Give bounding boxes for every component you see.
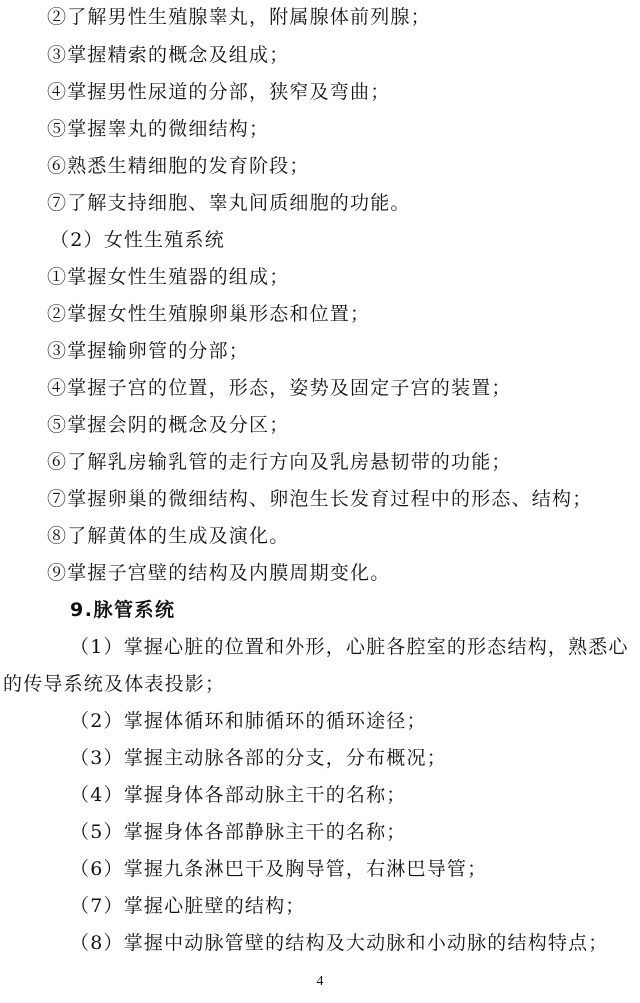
- vascular-item-4: （4）掌握身体各部动脉主干的名称；: [70, 784, 407, 806]
- female-item-3: ③掌握输卵管的分部；: [47, 340, 250, 362]
- male-item-4: ④掌握男性尿道的分部，狭窄及弯曲；: [47, 81, 391, 103]
- female-item-2: ②掌握女性生殖腺卵巢形态和位置；: [47, 303, 371, 325]
- female-item-6: ⑥了解乳房输乳管的走行方向及乳房悬韧带的功能；: [47, 451, 512, 473]
- vascular-item-7: （7）掌握心脏壁的结构；: [70, 895, 306, 917]
- vascular-item-1-line-1: （1）掌握心脏的位置和外形，心脏各腔室的形态结构，熟悉心: [70, 636, 629, 658]
- female-item-1: ①掌握女性生殖器的组成；: [47, 266, 290, 288]
- female-subheading: （2）女性生殖系统: [50, 229, 225, 251]
- male-item-6: ⑥熟悉生精细胞的发育阶段；: [47, 155, 310, 177]
- female-item-9: ⑨掌握子宫壁的结构及内膜周期变化。: [47, 562, 391, 584]
- male-item-5: ⑤掌握睾丸的微细结构；: [47, 118, 270, 140]
- male-item-2: ②了解男性生殖腺睾丸，附属腺体前列腺；: [47, 6, 431, 28]
- section-heading-vascular: 9.脉管系统: [70, 599, 176, 621]
- vascular-item-5: （5）掌握身体各部静脉主干的名称；: [70, 821, 407, 843]
- female-item-5: ⑤掌握会阴的概念及分区；: [47, 414, 290, 436]
- vascular-item-8: （8）掌握中动脉管壁的结构及大动脉和小动脉的结构特点；: [70, 932, 609, 954]
- vascular-item-2: （2）掌握体循环和肺循环的循环途径；: [70, 710, 427, 732]
- male-item-3: ③掌握精索的概念及组成；: [47, 44, 290, 66]
- vascular-item-1-line-2: 的传导系统及体表投影；: [3, 673, 226, 695]
- female-item-4: ④掌握子宫的位置，形态，姿势及固定子宫的装置；: [47, 377, 512, 399]
- female-item-8: ⑧了解黄体的生成及演化。: [47, 525, 290, 547]
- vascular-item-6: （6）掌握九条淋巴干及胸导管，右淋巴导管；: [70, 858, 488, 880]
- female-item-7: ⑦掌握卵巢的微细结构、卵泡生长发育过程中的形态、结构；: [47, 488, 593, 510]
- vascular-item-3: （3）掌握主动脉各部的分支，分布概况；: [70, 747, 447, 769]
- page-number: 4: [316, 974, 324, 989]
- male-item-7: ⑦了解支持细胞、睾丸间质细胞的功能。: [47, 192, 411, 214]
